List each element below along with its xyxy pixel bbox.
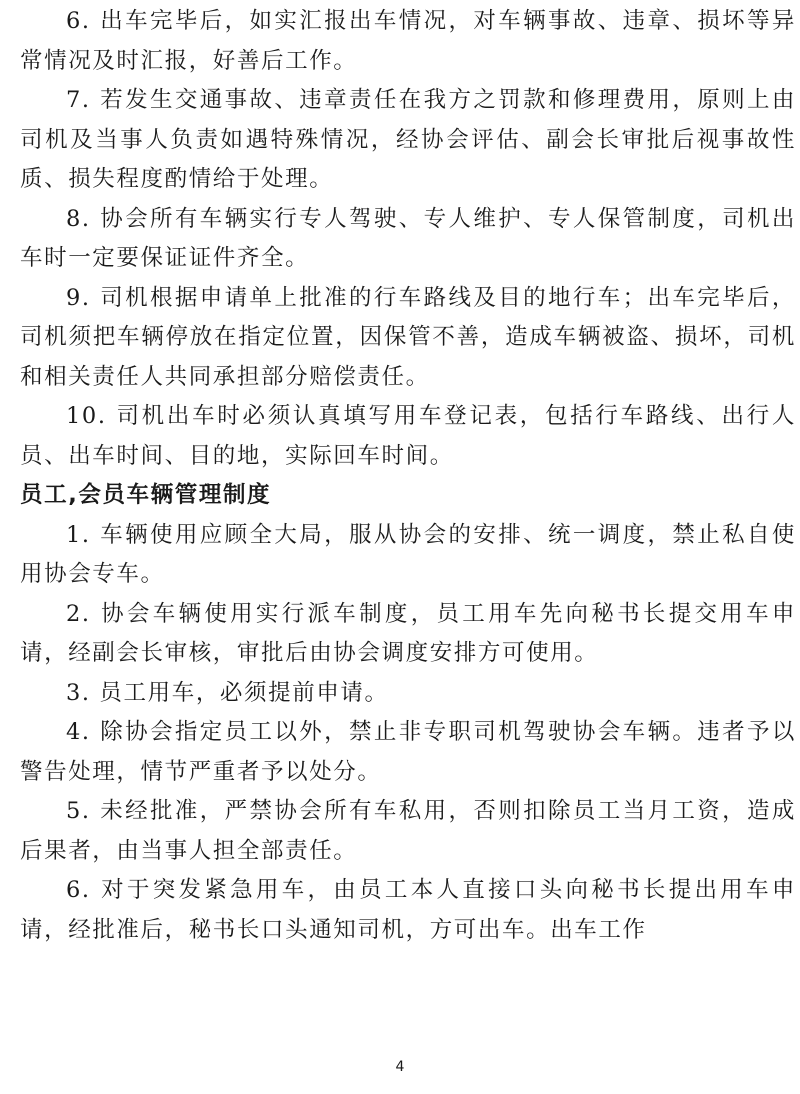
page-number: 4	[395, 1059, 405, 1075]
paragraph-rule-9: 9. 司机根据申请单上批准的行车路线及目的地行车；出车完毕后，司机须把车辆停放在指定位置，因保管不善，造成车辆被盗、损坏，司机和相关责任人共同承担部分赔偿责任。	[20, 284, 796, 390]
paragraph-staff-rule-3: 3. 员工用车，必须提前申请。	[66, 679, 389, 706]
paragraph-staff-rule-4: 4. 除协会指定员工以外，禁止非专职司机驾驶协会车辆。违者予以警告处理，情节严重者予以处分。	[20, 719, 796, 785]
paragraph-staff-rule-1: 1. 车辆使用应顾全大局，服从协会的安排、统一调度，禁止私自使用协会专车。	[20, 521, 796, 587]
paragraph-rule-8: 8. 协会所有车辆实行专人驾驶、专人维护、专人保管制度，司机出车时一定要保证证件齐全。	[20, 205, 796, 271]
paragraph-rule-6: 6. 出车完毕后，如实汇报出车情况，对车辆事故、违章、损坏等异常情况及时汇报，好善后工作。	[20, 8, 796, 74]
paragraph-rule-7: 7. 若发生交通事故、违章责任在我方之罚款和修理费用，原则上由司机及当事人负责如遇特殊情况，经协会评估、副会长审批后视事故性质、损失程度酌情给于处理。	[20, 87, 796, 192]
paragraph-staff-rule-6: 6. 对于突发紧急用车，由员工本人直接口头向秘书长提出用车申请，经批准后，秘书长口头通知司机，方可出车。出车工作	[20, 877, 796, 943]
paragraph-rule-10: 10. 司机出车时必须认真填写用车登记表，包括行车路线、出行人员、出车时间、目的地，实际回车时间。	[20, 403, 796, 469]
section-heading: 员工,会员车辆管理制度	[20, 482, 272, 508]
paragraph-staff-rule-2: 2. 协会车辆使用实行派车制度，员工用车先向秘书长提交用车申请，经副会长审核，审批后由协会调度安排方可使用。	[20, 600, 796, 666]
document-body	[20, 2, 796, 950]
paragraph-staff-rule-5: 5. 未经批准，严禁协会所有车私用，否则扣除员工当月工资，造成后果者，由当事人担全部责任。	[20, 798, 796, 864]
